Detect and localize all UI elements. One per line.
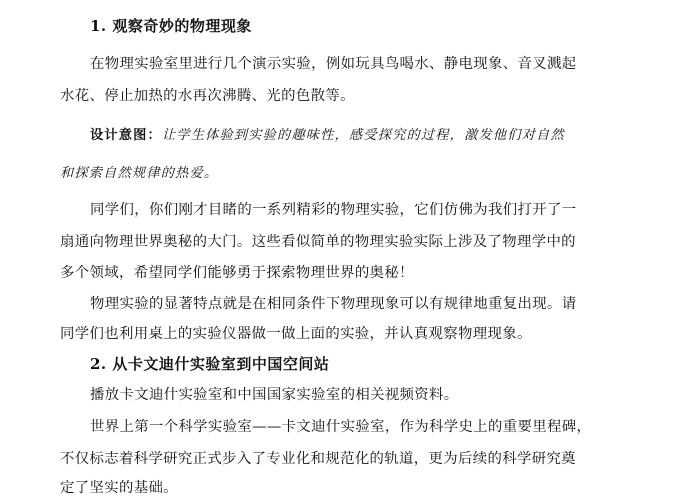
s2-para1: 播放卡文迪什实验室和中国国家实验室的相关视频资料。: [90, 387, 459, 403]
section-1-heading: 1. 观察奇妙的物理现象: [90, 17, 252, 35]
s2-para2-line1: 世界上第一个科学实验室——卡文迪什实验室，作为科学史上的重要里程碑，: [90, 419, 592, 435]
s2-para2-line2: 不仅标志着科学研究正式步入了专业化和规范化的轨道，更为后续的科学研究奠: [60, 451, 576, 467]
s1-para2-line1: 同学们，你们刚才目睹的一系列精彩的物理实验，它们仿佛为我们打开了一: [90, 202, 577, 218]
design-intent-line2: 和探索自然规律的热爱。: [60, 166, 219, 181]
section-2-heading: 2. 从卡文迪什实验室到中国空间站: [90, 355, 330, 373]
design-intent-line1: 让学生体验到实验的趣味性，感受探究的过程，激发他们对自然: [161, 128, 565, 143]
s1-para3-line2: 同学们也利用桌上的实验仪器做一做上面的实验，并认真观察物理现象。: [60, 326, 532, 342]
s1-para2-line2: 扇通向物理世界奥秘的大门。这些看似简单的物理实验实际上涉及了物理学中的: [60, 234, 576, 250]
design-intent-label: 设计意图：: [90, 128, 162, 143]
s1-para2-line3: 多个领域，希望同学们能够勇于探索物理世界的奥秘！: [60, 265, 414, 281]
design-intent: [90, 124, 565, 143]
s1-para1-line1: 在物理实验室里进行几个演示实验，例如玩具鸟喝水、静电现象、音叉溅起: [90, 56, 577, 72]
s2-para2-line3: 定了坚实的基础。: [60, 480, 178, 496]
s1-para1-line2: 水花、停止加热的水再次沸腾、光的色散等。: [60, 88, 355, 104]
s1-para3-line1: 物理实验的显著特点就是在相同条件下物理现象可以有规律地重复出现。请: [90, 296, 577, 312]
